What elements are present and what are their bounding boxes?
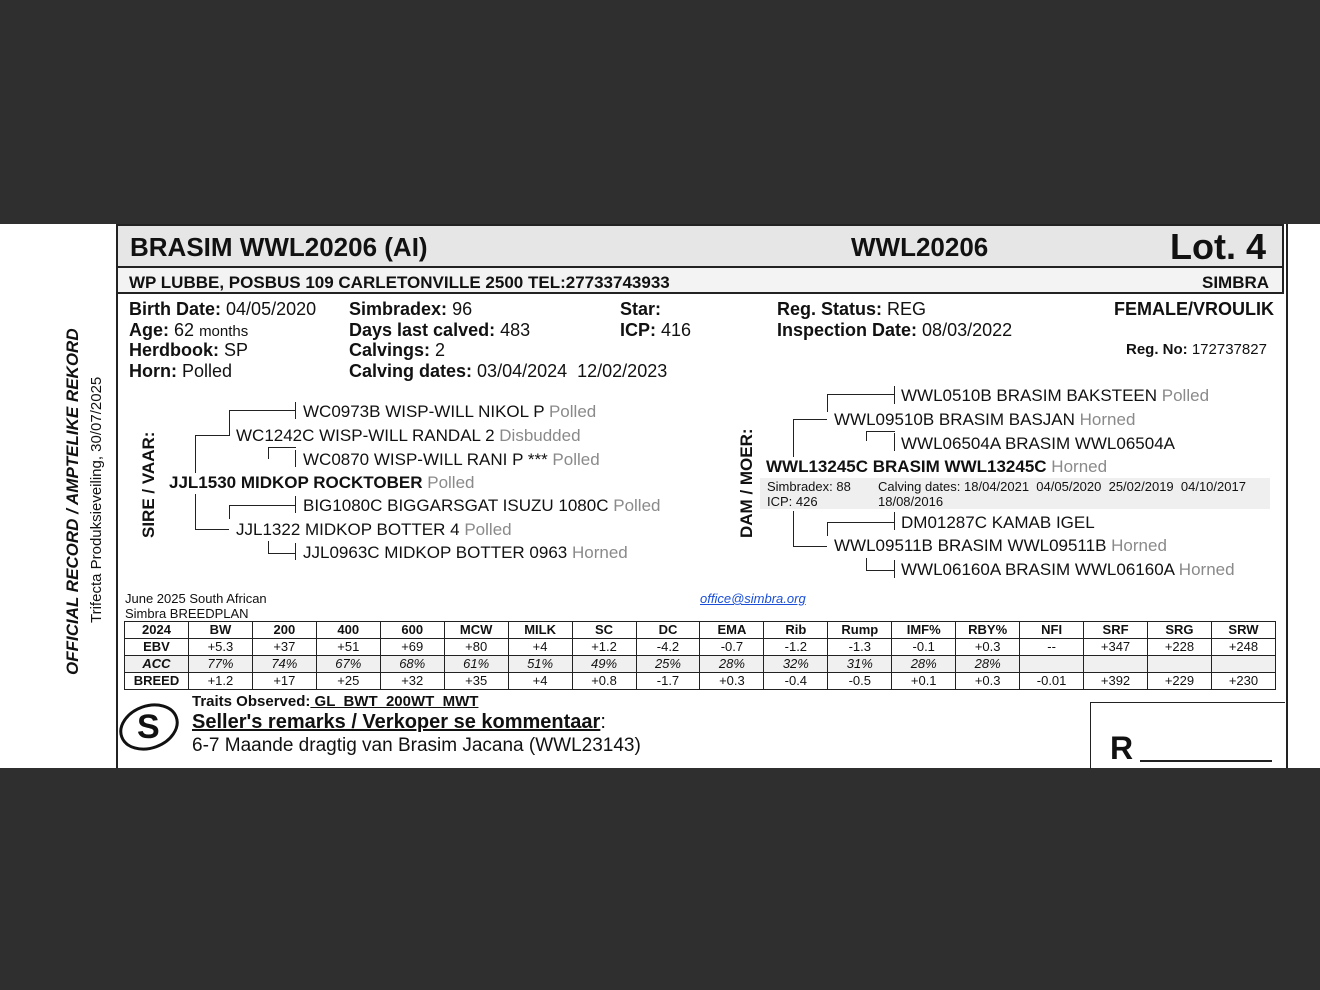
ebv-cell: -0.5 [828,673,892,690]
ebv-cell: +229 [1148,673,1212,690]
ebv-cell: 68% [380,656,444,673]
ebv-cell: RBY% [956,622,1020,639]
ebv-cell: SRF [1084,622,1148,639]
age: Age: 62 months [129,320,249,340]
ebv-cell: +347 [1084,639,1148,656]
dam-label: DAM / MOER: [737,428,756,538]
ebv-cell: -0.4 [764,673,828,690]
sex-label: FEMALE/VROULIK [1114,299,1274,319]
r-label: R [1110,730,1134,766]
auction-label: Trifecta Produksieveiling, 30/07/2025 [88,376,105,623]
dam-s: WWL09510B BRASIM BASJAN Horned [834,410,1136,429]
ebv-cell: 28% [700,656,764,673]
ebv-cell: +51 [316,639,380,656]
dam-calving-dates-2: 18/08/2016 [878,494,944,509]
ebv-cell [1084,656,1148,673]
ebv-cell: 61% [444,656,508,673]
owner-info: WP LUBBE, POSBUS 109 CARLETONVILLE 2500 TEL:27733743933 [129,273,670,292]
ebv-cell: +0.1 [892,673,956,690]
ebv-cell: +0.3 [700,673,764,690]
ebv-cell: +80 [444,639,508,656]
sire-sd: WC0870 WISP-WILL RANI P *** Polled [303,450,600,469]
calving-dates: Calving dates: 03/04/2024 12/02/2023 [349,361,668,381]
ebv-cell: -0.1 [892,639,956,656]
dam-d: WWL09511B BRASIM WWL09511B Horned [834,536,1167,555]
ebv-cell: 74% [252,656,316,673]
ebv-row-acc [125,656,1276,673]
horn-status: Horn: Polled [129,361,233,381]
ebv-cell: -- [1020,639,1084,656]
star-label: Star: [620,299,662,319]
seller-remarks-heading: Seller's remarks / Verkoper se kommentaar: [192,711,606,733]
ebv-cell: +228 [1148,639,1212,656]
ebv-cell: +248 [1211,639,1275,656]
animal-code: WWL20206 [851,232,989,262]
ebv-cell: +69 [380,639,444,656]
ebv-cell: EMA [700,622,764,639]
ebv-cell: +0.3 [956,639,1020,656]
ebv-cell: +32 [380,673,444,690]
ebv-cell: 31% [828,656,892,673]
ebv-row-breed [125,673,1276,690]
ebv-cell: BW [188,622,252,639]
ebv-cell [1020,656,1084,673]
ebv-cell: MCW [444,622,508,639]
dam-simbradex: Simbradex: 88 [767,479,851,494]
ebv-cell: Rump [828,622,892,639]
ebv-cell: -1.7 [636,673,700,690]
ebv-cell: Rib [764,622,828,639]
sire-label: SIRE / VAAR: [139,431,158,538]
reg-status: Reg. Status: REG [777,299,927,319]
ebv-cell: 400 [316,622,380,639]
ebv-cell: +4 [508,673,572,690]
dam-name: WWL13245C BRASIM WWL13245C Horned [766,457,1108,476]
dam-ds: DM01287C KAMAB IGEL [901,513,1095,532]
ebv-cell: 28% [956,656,1020,673]
ebv-table [124,621,1276,690]
calvings: Calvings: 2 [349,340,446,360]
ebv-cell: SRG [1148,622,1212,639]
inspection-date: Inspection Date: 08/03/2022 [777,320,1013,340]
lot-number: Lot. 4 [1170,226,1266,267]
ebv-cell: +37 [252,639,316,656]
ebv-cell: -1.2 [764,639,828,656]
ebv-cell: +35 [444,673,508,690]
herdbook: Herdbook: SP [129,340,249,360]
ebv-cell: 25% [636,656,700,673]
sire-ds: BIG1080C BIGGARSGAT ISUZU 1080C Polled [303,496,661,515]
ebv-cell: 49% [572,656,636,673]
breedplan-line1: June 2025 South African [125,591,267,606]
ebv-cell [1211,656,1275,673]
ebv-cell: +1.2 [188,673,252,690]
ebv-cell: 32% [764,656,828,673]
simbra-logo-icon [118,702,180,752]
ebv-cell: BREED [125,673,189,690]
ebv-cell: ACC [125,656,189,673]
icp: ICP: 416 [620,320,692,340]
sire-s: WC1242C WISP-WILL RANDAL 2 Disbudded [236,426,581,445]
ebv-cell: 200 [252,622,316,639]
ebv-cell [1148,656,1212,673]
dam-icp: ICP: 426 [767,494,818,509]
reg-number: Reg. No: 172737827 [1126,341,1267,358]
ebv-cell: MILK [508,622,572,639]
ebv-cell: +230 [1211,673,1275,690]
ebv-cell: 600 [380,622,444,639]
animal-name: BRASIM WWL20206 (AI) [130,232,428,262]
ebv-cell: 28% [892,656,956,673]
ebv-row-ebv [125,639,1276,656]
ebv-cell: NFI [1020,622,1084,639]
dam-sd: WWL06504A BRASIM WWL06504A [901,434,1176,453]
ebv-cell: +0.3 [956,673,1020,690]
ebv-cell: EBV [125,639,189,656]
dam-dd: WWL06160A BRASIM WWL06160A Horned [901,560,1235,579]
ebv-cell: SC [572,622,636,639]
breed-label: SIMBRA [1202,273,1270,292]
traits-observed: Traits Observed: GL BWT 200WT MWT [192,693,479,710]
ebv-cell: -1.3 [828,639,892,656]
dam-calving-dates: Calving dates: 18/04/2021 04/05/2020 25/02/2019 04/10/2017 [878,479,1246,494]
ebv-cell: 77% [188,656,252,673]
ebv-header-row [125,622,1276,639]
ebv-cell: -0.01 [1020,673,1084,690]
r-line [1140,760,1272,762]
ebv-cell: +17 [252,673,316,690]
ebv-cell: SRW [1211,622,1275,639]
breedplan-line2: Simbra BREEDPLAN [125,606,249,621]
sire-d: JJL1322 MIDKOP BOTTER 4 Polled [236,520,512,539]
dam-ss: WWL0510B BRASIM BAKSTEEN Polled [901,386,1210,405]
ebv-cell: 67% [316,656,380,673]
svg-text:S: S [137,708,160,746]
ebv-cell: -0.7 [700,639,764,656]
ebv-cell: IMF% [892,622,956,639]
ebv-cell: DC [636,622,700,639]
ebv-cell: -4.2 [636,639,700,656]
ebv-cell: +0.8 [572,673,636,690]
seller-remarks: 6-7 Maande dragtig van Brasim Jacana (WWL23143) [192,735,641,756]
sire-dd: JJL0963C MIDKOP BOTTER 0963 Horned [303,543,628,562]
ebv-cell: 2024 [125,622,189,639]
ebv-cell: 51% [508,656,572,673]
ebv-cell: +392 [1084,673,1148,690]
sire-ss: WC0973B WISP-WILL NIKOL P Polled [303,402,597,421]
sire-name: JJL1530 MIDKOP ROCKTOBER Polled [169,473,475,492]
ebv-cell: +25 [316,673,380,690]
ebv-cell: +1.2 [572,639,636,656]
ebv-cell: +5.3 [188,639,252,656]
simbradex: Simbradex: 96 [349,299,473,319]
days-last-calved: Days last calved: 483 [349,320,531,340]
ebv-cell: +4 [508,639,572,656]
birth-date: Birth Date: 04/05/2020 [129,299,317,319]
email-link[interactable]: office@simbra.org [700,591,806,606]
official-record-label: OFFICIAL RECORD / AMPTELIKE REKORD [63,328,82,675]
